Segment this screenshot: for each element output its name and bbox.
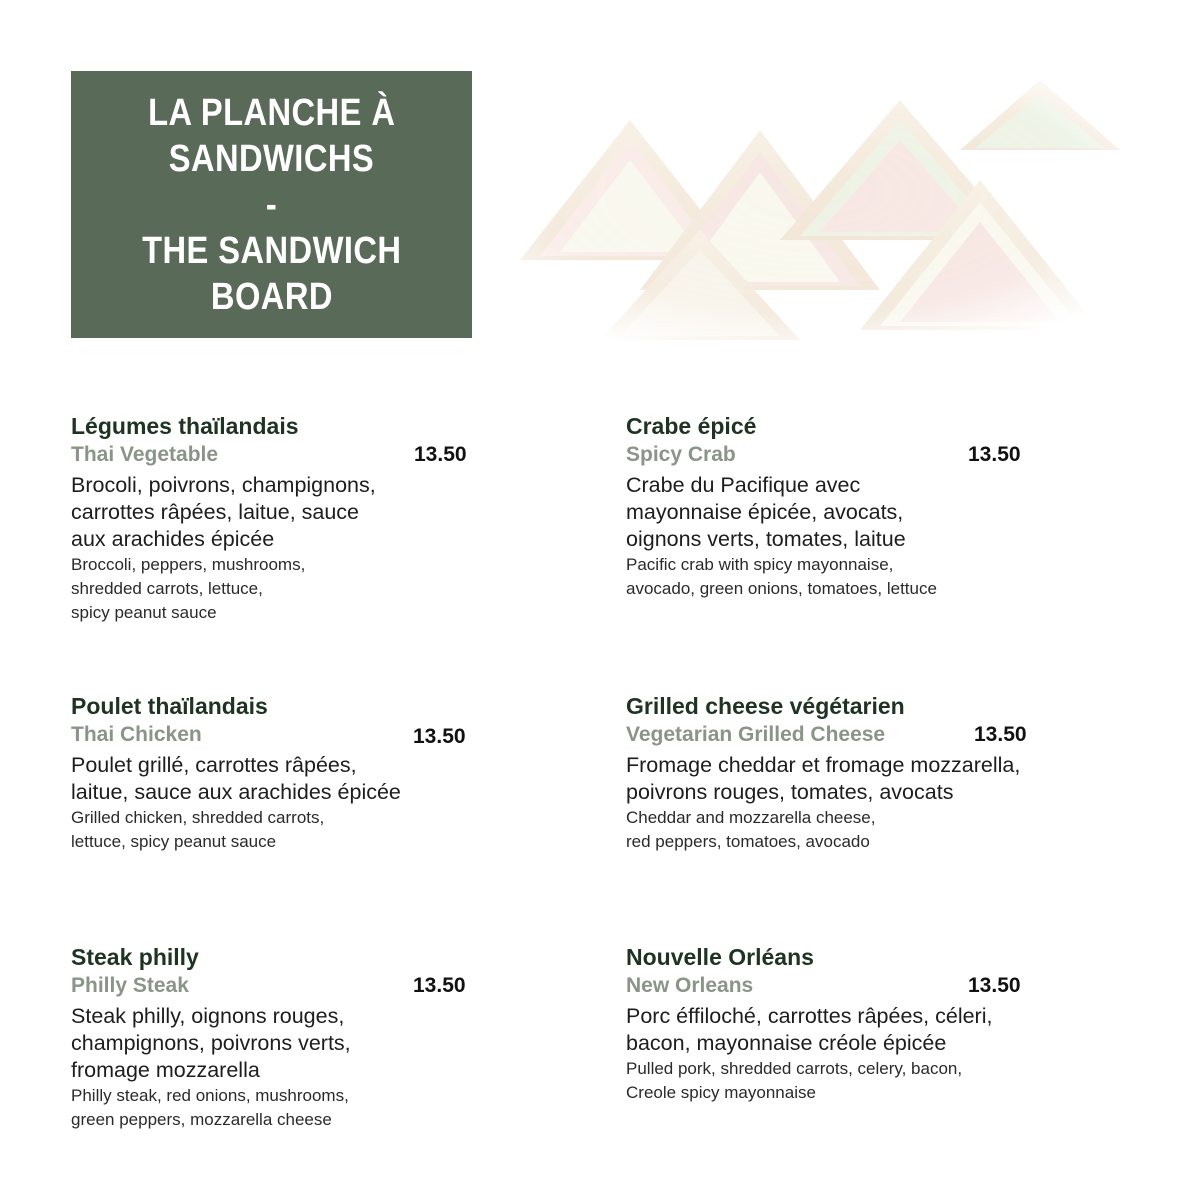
description-line: Philly steak, red onions, mushrooms, [71, 1086, 349, 1105]
item-name-en: Philly Steak [71, 974, 189, 997]
description-line: spicy peanut sauce [71, 603, 217, 622]
menu-item [626, 943, 1066, 1105]
menu-item [626, 692, 1066, 854]
description-line: Pulled pork, shredded carrots, celery, bacon, [626, 1059, 963, 1078]
item-name-en: Thai Chicken [71, 723, 202, 746]
description-line: lettuce, spicy peanut sauce [71, 832, 277, 851]
menu-title-line: LA PLANCHE À [147, 91, 396, 134]
description-line: carrottes râpées, laitue, sauce [71, 500, 360, 524]
description-line: champignons, poivrons verts, [71, 1031, 351, 1055]
description-line: poivrons rouges, tomates, avocats [626, 780, 954, 804]
description-line: fromage mozzarella [71, 1058, 260, 1082]
menu-title-line: BOARD [210, 275, 333, 318]
item-price: 13.50 [413, 725, 466, 748]
menu-item [626, 412, 1046, 601]
description-line: aux arachides épicée [71, 527, 275, 551]
description-line: shredded carrots, lettuce, [71, 579, 263, 598]
description-line: Steak philly, oignons rouges, [71, 1004, 345, 1028]
description-line: Grilled chicken, shredded carrots, [71, 808, 325, 827]
item-name-fr: Poulet thaïlandais [71, 693, 268, 719]
description-line: Broccoli, peppers, mushrooms, [71, 555, 306, 574]
item-name-en: Spicy Crab [626, 443, 736, 466]
item-description-fr [626, 752, 1066, 806]
item-name-fr: Crabe épicé [626, 413, 757, 439]
description-line: red peppers, tomatoes, avocado [626, 832, 870, 851]
item-price: 13.50 [414, 443, 467, 466]
menu-title-line: THE SANDWICH [141, 229, 402, 272]
description-line: oignons verts, tomates, laitue [626, 527, 906, 551]
description-line: Brocoli, poivrons, champignons, [71, 473, 376, 497]
item-price: 13.50 [974, 723, 1027, 746]
description-line: bacon, mayonnaise créole épicée [626, 1031, 947, 1055]
item-name-fr: Steak philly [71, 944, 199, 970]
menu-item [71, 412, 481, 625]
item-description-en [626, 553, 1046, 601]
description-line: green peppers, mozzarella cheese [71, 1110, 332, 1129]
sandwich-photo [480, 60, 1140, 350]
item-price: 13.50 [413, 974, 466, 997]
menu-item [71, 692, 481, 854]
menu-title-line: SANDWICHS [168, 137, 375, 180]
item-description-fr [626, 472, 1046, 553]
item-description-fr [626, 1003, 1066, 1057]
item-price: 13.50 [968, 443, 1021, 466]
description-line: mayonnaise épicée, avocats, [626, 500, 904, 524]
item-name-en: Thai Vegetable [71, 443, 219, 466]
description-line: Porc éffiloché, carrottes râpées, céleri, [626, 1004, 993, 1028]
menu-item [71, 943, 481, 1132]
item-name-en: Vegetarian Grilled Cheese [626, 723, 886, 746]
item-description-en [626, 1057, 1066, 1105]
description-line: Fromage cheddar et fromage mozzarella, [626, 753, 1021, 777]
item-description-en [626, 806, 1066, 854]
item-price: 13.50 [968, 974, 1021, 997]
description-line: Cheddar and mozzarella cheese, [626, 808, 876, 827]
item-description-en [71, 806, 481, 854]
description-line: laitue, sauce aux arachides épicée [71, 780, 401, 804]
item-name-fr: Grilled cheese végétarien [626, 693, 905, 719]
item-description-fr [71, 752, 481, 806]
description-line: Crabe du Pacifique avec [626, 473, 861, 497]
menu-title-line: - [265, 183, 278, 226]
item-name-fr: Légumes thaïlandais [71, 413, 299, 439]
item-name-fr: Nouvelle Orléans [626, 944, 814, 970]
item-description-en [71, 553, 481, 625]
description-line: Pacific crab with spicy mayonnaise, [626, 555, 894, 574]
item-description-fr [71, 472, 481, 553]
item-name-en: New Orleans [626, 974, 754, 997]
description-line: avocado, green onions, tomatoes, lettuce [626, 579, 937, 598]
description-line: Poulet grillé, carrottes râpées, [71, 753, 357, 777]
item-description-fr [71, 1003, 481, 1084]
description-line: Creole spicy mayonnaise [626, 1083, 816, 1102]
item-description-en [71, 1084, 481, 1132]
menu-title-box [71, 71, 472, 338]
